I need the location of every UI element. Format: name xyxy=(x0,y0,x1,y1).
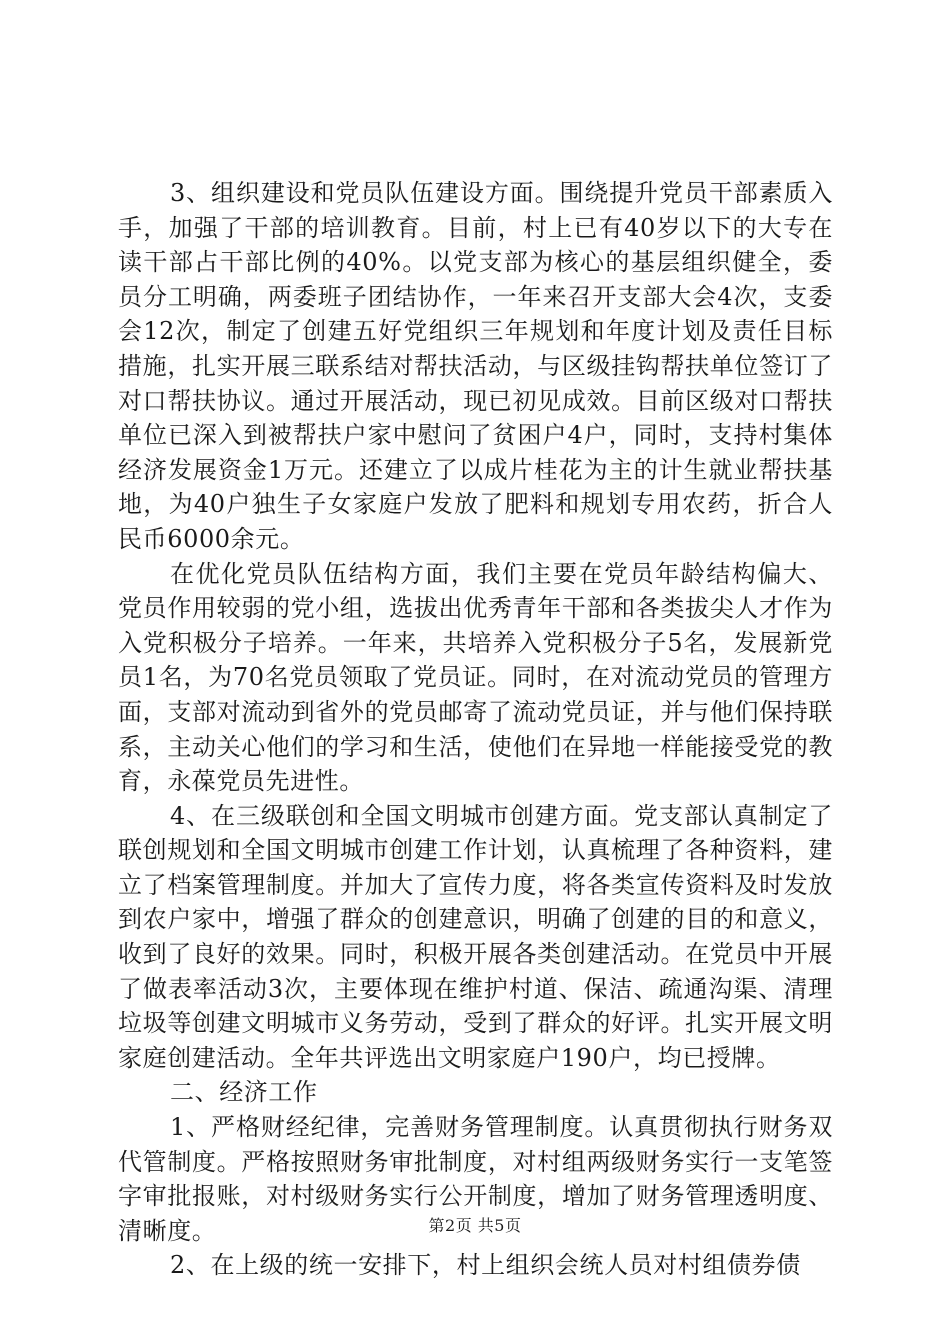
document-body xyxy=(118,176,833,1283)
paragraph-civilized-city: 4、在三级联创和全国文明城市创建方面。党支部认真制定了联创规划和全国文明城市创建工作计划，认真梳理了各种资料，建立了档案管理制度。并加大了宣传力度，将各类宣传资料及时发放到农户家中，增强了群众的创建意识，明确了创建的目的和意义，收到了良好的效果。同时，积极开展各类创建活动。在党员中开展了做表率活动3次，主要体现在维护村道、保洁、疏通沟渠、清理垃圾等创建文明城市义务劳动，受到了群众的好评。扎实开展文明家庭创建活动。全年共评选出文明家庭户190户，均已授牌。 xyxy=(118,801,833,1072)
page-footer: 第2页 共5页 xyxy=(428,1216,522,1235)
paragraph-member-structure: 在优化党员队伍结构方面，我们主要在党员年龄结构偏大、党员作用较弱的党小组，选拔出优秀青年干部和各类拔尖人才作为入党积极分子培养。一年来，共培养入党积极分子5名，发展新党员1名，为70名党员领取了党员证。同时，在对流动党员的管理方面，支部对流动到省外的党员邮寄了流动党员证，并与他们保持联系，主动关心他们的学习和生活，使他们在异地一样能接受党的教育，永葆党员先进性。 xyxy=(118,559,833,796)
paragraph-finance-discipline: 1、严格财经纪律，完善财务管理制度。认真贯彻执行财务双代管制度。严格按照财务审批制度，对村组两级财务实行一支笔签字审批报账，对村级财务实行公开制度，增加了财务管理透明度、清晰度。 xyxy=(118,1113,833,1245)
paragraph-org-building: 3、组织建设和党员队伍建设方面。围绕提升党员干部素质入手，加强了干部的培训教育。目前，村上已有40岁以下的大专在读干部占干部比例的40%。以党支部为核心的基层组织健全，委员分工明确，两委班子团结协作，一年来召开支部大会4次，支委会12次，制定了创建五好党组织三年规划和年度计划及责任目标措施，扎实开展三联系结对帮扶活动，与区级挂钩帮扶单位签订了对口帮扶协议。通过开展活动，现已初见成效。目前区级对口帮扶单位已深入到被帮扶户家中慰问了贫困户4户，同时，支持村集体经济发展资金1万元。还建立了以成片桂花为主的计生就业帮扶基地，为40户独生子女家庭户发放了肥料和规划专用农药，折合人民币6000余元。 xyxy=(118,179,833,553)
section-heading-economy: 二、经济工作 xyxy=(170,1078,318,1107)
paragraph-debt-cleanup: 2、在上级的统一安排下，村上组织会统人员对村组债券债 xyxy=(170,1251,801,1280)
